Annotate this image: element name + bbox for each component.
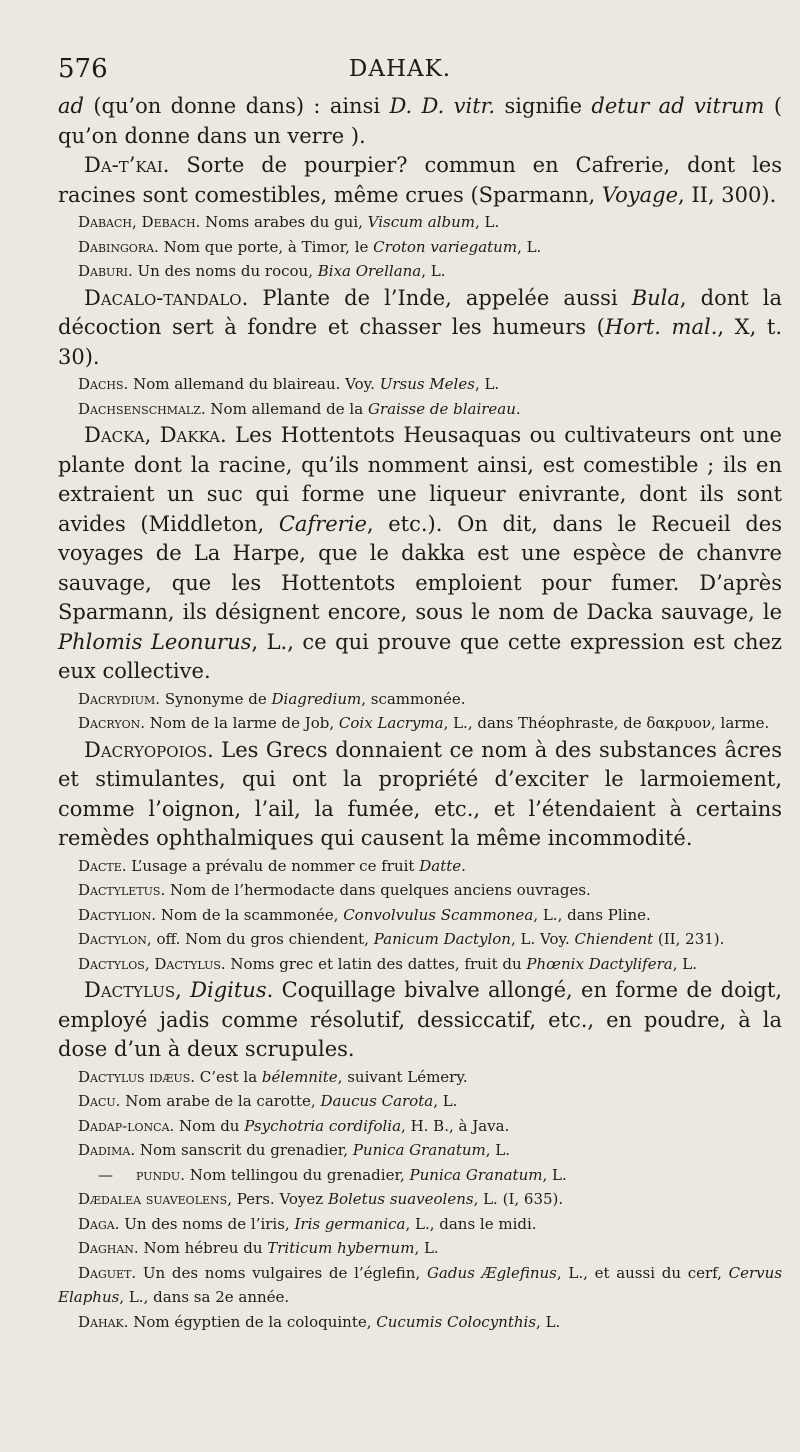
- entry-text: , L.: [474, 375, 500, 393]
- entry-text: Synonyme de: [160, 689, 272, 708]
- italic-term: Bula: [631, 285, 680, 310]
- entry-headword: Dadima.: [78, 1141, 136, 1159]
- italic-term: D. D. vitr.: [389, 94, 496, 118]
- entry-text: Un des noms de l’iris,: [119, 1214, 295, 1233]
- entry-headword: Daga.: [78, 1214, 120, 1233]
- italic-term: Chiendent: [574, 930, 654, 948]
- entry-text: , etc.). On dit, dans le Recueil des voyages de La Harpe, que le dakka est une espèce de chanvre sauvage, que les Hottentots emploient pour fumer. D’après Sparmann, ils désignent encore, sous le nom de Dacka sauvage, le: [58, 511, 783, 624]
- entry-text: C’est la: [195, 1067, 262, 1086]
- italic-term: Voyage: [601, 182, 679, 207]
- entry-text: .: [461, 856, 466, 875]
- dictionary-entry: [58, 687, 782, 712]
- entry-text: , Pers. Voyez: [227, 1190, 328, 1208]
- italic-term: Phlomis Leonurus: [58, 629, 252, 654]
- entry-text: , L.: [672, 954, 697, 973]
- italic-term: Cafrerie: [278, 511, 367, 536]
- entry-text: signifie: [495, 94, 592, 118]
- italic-term: Digitus: [190, 978, 267, 1002]
- dictionary-entry: [58, 952, 782, 977]
- entry-headword: Dactylion.: [78, 905, 157, 924]
- dictionary-entry: [58, 903, 782, 928]
- entry-text: (II, 231).: [653, 930, 725, 948]
- entry-text: , II, 300).: [678, 182, 777, 207]
- entry-text: ( qu’on donne dans un verre ).: [58, 94, 783, 148]
- entry-text: , H. B., à Java.: [401, 1116, 510, 1135]
- italic-term: Boletus suaveolens: [327, 1190, 474, 1208]
- entry-headword: Dacte.: [78, 856, 127, 875]
- italic-term: Punica Granatum: [409, 1165, 543, 1184]
- dictionary-entry: [58, 878, 782, 903]
- entry-text: Nom allemand du blaireau. Voy.: [128, 375, 380, 393]
- entry-headword: Dahak.: [78, 1312, 129, 1331]
- entry-headword: Dædalea suaveolens: [78, 1190, 228, 1208]
- entry-headword: Daguet.: [78, 1263, 137, 1282]
- entry-text: , L., dans Pline.: [533, 905, 651, 924]
- entry-text: Nom sanscrit du grenadier,: [135, 1141, 353, 1159]
- page-header: [0, 52, 800, 92]
- dictionary-entry: [58, 235, 782, 260]
- italic-term: Graisse de blaireau: [367, 399, 516, 418]
- entry-text: , suivant Lémery.: [337, 1067, 468, 1086]
- entry-text: , X, t. 30).: [58, 315, 783, 369]
- entry-headword: Dabach, Debach.: [78, 213, 201, 231]
- entry-text: Nom du: [174, 1116, 245, 1135]
- entry-text: , L., ce qui prouve que cette expression est chez eux collective.: [58, 629, 782, 683]
- entry-headword: Dachsenschmalz.: [78, 399, 206, 418]
- italic-term: Diagredium: [271, 689, 362, 708]
- dictionary-entry: [58, 1261, 782, 1310]
- entry-text: , L., dans sa 2e année.: [119, 1288, 290, 1306]
- dictionary-entry: [58, 927, 782, 952]
- entry-text: .: [515, 399, 521, 418]
- entry-text: , L., dans le midi.: [405, 1214, 537, 1233]
- entry-text: Les Grecs donnaient ce nom à des substances âcres et stimulantes, qui ont la propriété d’exciter le larmoiement, comme l’oignon, l’ail, la fumée, etc., et l’étendaient à certains remèdes ophthalmiques qui causent la même incommodité.: [58, 737, 782, 850]
- dictionary-entry: [58, 397, 782, 422]
- entry-text: , L.: [485, 1141, 511, 1159]
- dictionary-entry: [58, 976, 782, 1065]
- italic-term: Convolvulus Scammonea: [343, 905, 534, 924]
- entry-headword: Dacu.: [78, 1092, 121, 1110]
- entry-text: Nom que porte, à Timor, le: [158, 237, 374, 256]
- italic-term: Panicum Dactylon: [373, 930, 511, 948]
- dictionary-entry: [58, 1114, 782, 1139]
- entry-text: off. Nom du gros chiendent,: [151, 930, 374, 948]
- italic-term: Datte: [419, 856, 462, 875]
- italic-term: Punica Granatum: [352, 1141, 486, 1159]
- italic-term: detur ad vitrum: [591, 94, 765, 118]
- italic-term: Daucus Carota: [320, 1092, 434, 1110]
- entry-text: , L.: [536, 1312, 561, 1331]
- italic-term: Triticum hybernum: [267, 1239, 415, 1257]
- entry-headword: Dacrydium.: [78, 689, 161, 708]
- entry-text: Nom tellingou du grenadier,: [184, 1165, 410, 1184]
- entry-text: , scammonée.: [361, 689, 466, 708]
- entry-text: Nom égyptien de la coloquinte,: [128, 1312, 377, 1331]
- dictionary-entry: [58, 372, 782, 397]
- dictionary-entry: [58, 854, 782, 879]
- entry-headword: Dadap-lonca.: [78, 1116, 175, 1135]
- entry-headword: Daghan.: [78, 1239, 139, 1257]
- italic-term: Viscum album: [367, 213, 475, 231]
- entry-headword: Dachs.: [78, 375, 129, 393]
- dictionary-entry: [58, 421, 782, 687]
- entry-text: Nom de la scammonée,: [156, 905, 344, 924]
- dictionary-entry: [58, 151, 782, 210]
- entry-text: , L. (I, 635).: [473, 1190, 564, 1208]
- italic-term: Iris germanica: [294, 1214, 406, 1233]
- ditto-dash: —: [98, 1165, 113, 1184]
- dictionary-entry: [58, 1236, 782, 1261]
- entry-text: , dont la décoction sert à fondre et chasser les humeurs (: [58, 285, 782, 339]
- dictionary-entry: [58, 1065, 782, 1090]
- entry-text: Nom de l’hermodacte dans quelques anciens ouvrages.: [165, 881, 591, 899]
- entry-headword: Da-t’kai.: [84, 153, 170, 177]
- running-head: DAHAK.: [348, 56, 452, 82]
- entries-column: [58, 92, 782, 1334]
- entry-text: Nom de la larme de Job,: [145, 714, 339, 732]
- entry-text: . Coquillage bivalve allongé, en forme de doigt, employé jadis comme résolutif, dessiccatif, etc., en poudre, à la dose d’un à deux scrupules.: [58, 978, 782, 1061]
- dictionary-entry: [58, 1089, 782, 1114]
- entry-text: , L. Voy.: [510, 930, 575, 948]
- entry-text: L’usage a prévalu de nommer ce fruit: [126, 856, 420, 875]
- dictionary-entry: [58, 1310, 782, 1335]
- entry-headword: Dactylos, Dactylus.: [78, 954, 226, 973]
- dictionary-entry: [58, 1138, 782, 1163]
- entry-text: Plante de l’Inde, appelée aussi: [248, 285, 632, 310]
- entry-headword: Daburi.: [78, 262, 133, 280]
- entry-text: , L.: [433, 1092, 458, 1110]
- italic-term: Psychotria cordifolia: [244, 1116, 402, 1135]
- entry-text: Nom hébreu du: [138, 1239, 268, 1257]
- dictionary-entry: [58, 1212, 782, 1237]
- entry-headword: Dabingora.: [78, 237, 159, 256]
- italic-term: ad: [58, 94, 84, 118]
- entry-text: Sorte de pourpier? commun en Cafrerie, dont les racines sont comestibles, même crues (Sparmann,: [58, 153, 782, 207]
- italic-term: Ursus Meles: [379, 375, 475, 393]
- page-number: 576: [58, 54, 108, 84]
- entry-headword: Dacka, Dakka.: [84, 423, 227, 447]
- entry-headword: Dacryopoios.: [84, 737, 214, 762]
- entry-text: Un des noms vulgaires de l’églefin,: [136, 1263, 427, 1282]
- entry-text: , L.: [542, 1165, 567, 1184]
- dictionary-entry: [58, 210, 782, 235]
- entry-headword: Dactyletus.: [78, 881, 166, 899]
- dictionary-entry: [58, 1187, 782, 1212]
- entry-headword: pundu.: [136, 1165, 185, 1184]
- italic-term: Hort. mal.: [604, 315, 718, 339]
- italic-term: Cucumis Colocynthis: [376, 1312, 537, 1331]
- entry-text: Noms arabes du gui,: [200, 213, 368, 231]
- entry-text: (qu’on donne dans) : ainsi: [83, 94, 390, 118]
- entry-text: , L.: [475, 213, 500, 231]
- italic-term: Croton variegatum: [373, 237, 518, 256]
- dictionary-entry: [58, 92, 782, 151]
- entry-text: , L., dans Théophraste, de δακρυον, larme.: [443, 714, 770, 732]
- dictionary-entry: [58, 284, 782, 373]
- entry-text: , L., et aussi du cerf,: [556, 1263, 729, 1282]
- entry-text: Noms grec et latin des dattes, fruit du: [225, 954, 527, 973]
- entry-headword: Dactylon,: [78, 930, 152, 948]
- entry-headword: Dacryon.: [78, 714, 146, 732]
- dictionary-entry: [58, 711, 782, 736]
- italic-term: Coix Lacryma: [338, 714, 444, 732]
- entry-text: Un des noms du rocou,: [132, 262, 318, 280]
- italic-term: Gadus Æglefinus: [426, 1263, 557, 1282]
- entry-text: Les Hottentots Heusaquas ou cultivateurs ont une plante dont la racine, qu’ils nomment ainsi, est comestible ; ils en extraient un suc qui forme une liqueur enivrante, dont ils sont avides (Middleton,: [58, 423, 782, 536]
- entry-text: Nom arabe de la carotte,: [120, 1092, 321, 1110]
- entry-headword: Dactylus idæus.: [78, 1067, 196, 1086]
- italic-term: bélemnite: [261, 1067, 338, 1086]
- entry-text: , L.: [421, 262, 446, 280]
- entry-text: , L.: [414, 1239, 439, 1257]
- entry-text: Nom allemand de la: [205, 399, 368, 418]
- dictionary-entry: [58, 736, 782, 854]
- italic-term: Cervus Elaphus: [58, 1263, 783, 1306]
- dictionary-entry: [58, 259, 782, 284]
- entry-text: , L.: [517, 237, 542, 256]
- entry-headword: Dacalo-tandalo.: [84, 285, 249, 310]
- entry-text: ,: [175, 978, 191, 1002]
- entry-headword: Dactylus: [84, 978, 176, 1002]
- dictionary-entry: [58, 1163, 782, 1188]
- italic-term: Phœnix Dactylifera: [526, 954, 673, 973]
- italic-term: Bixa Orellana: [317, 262, 422, 280]
